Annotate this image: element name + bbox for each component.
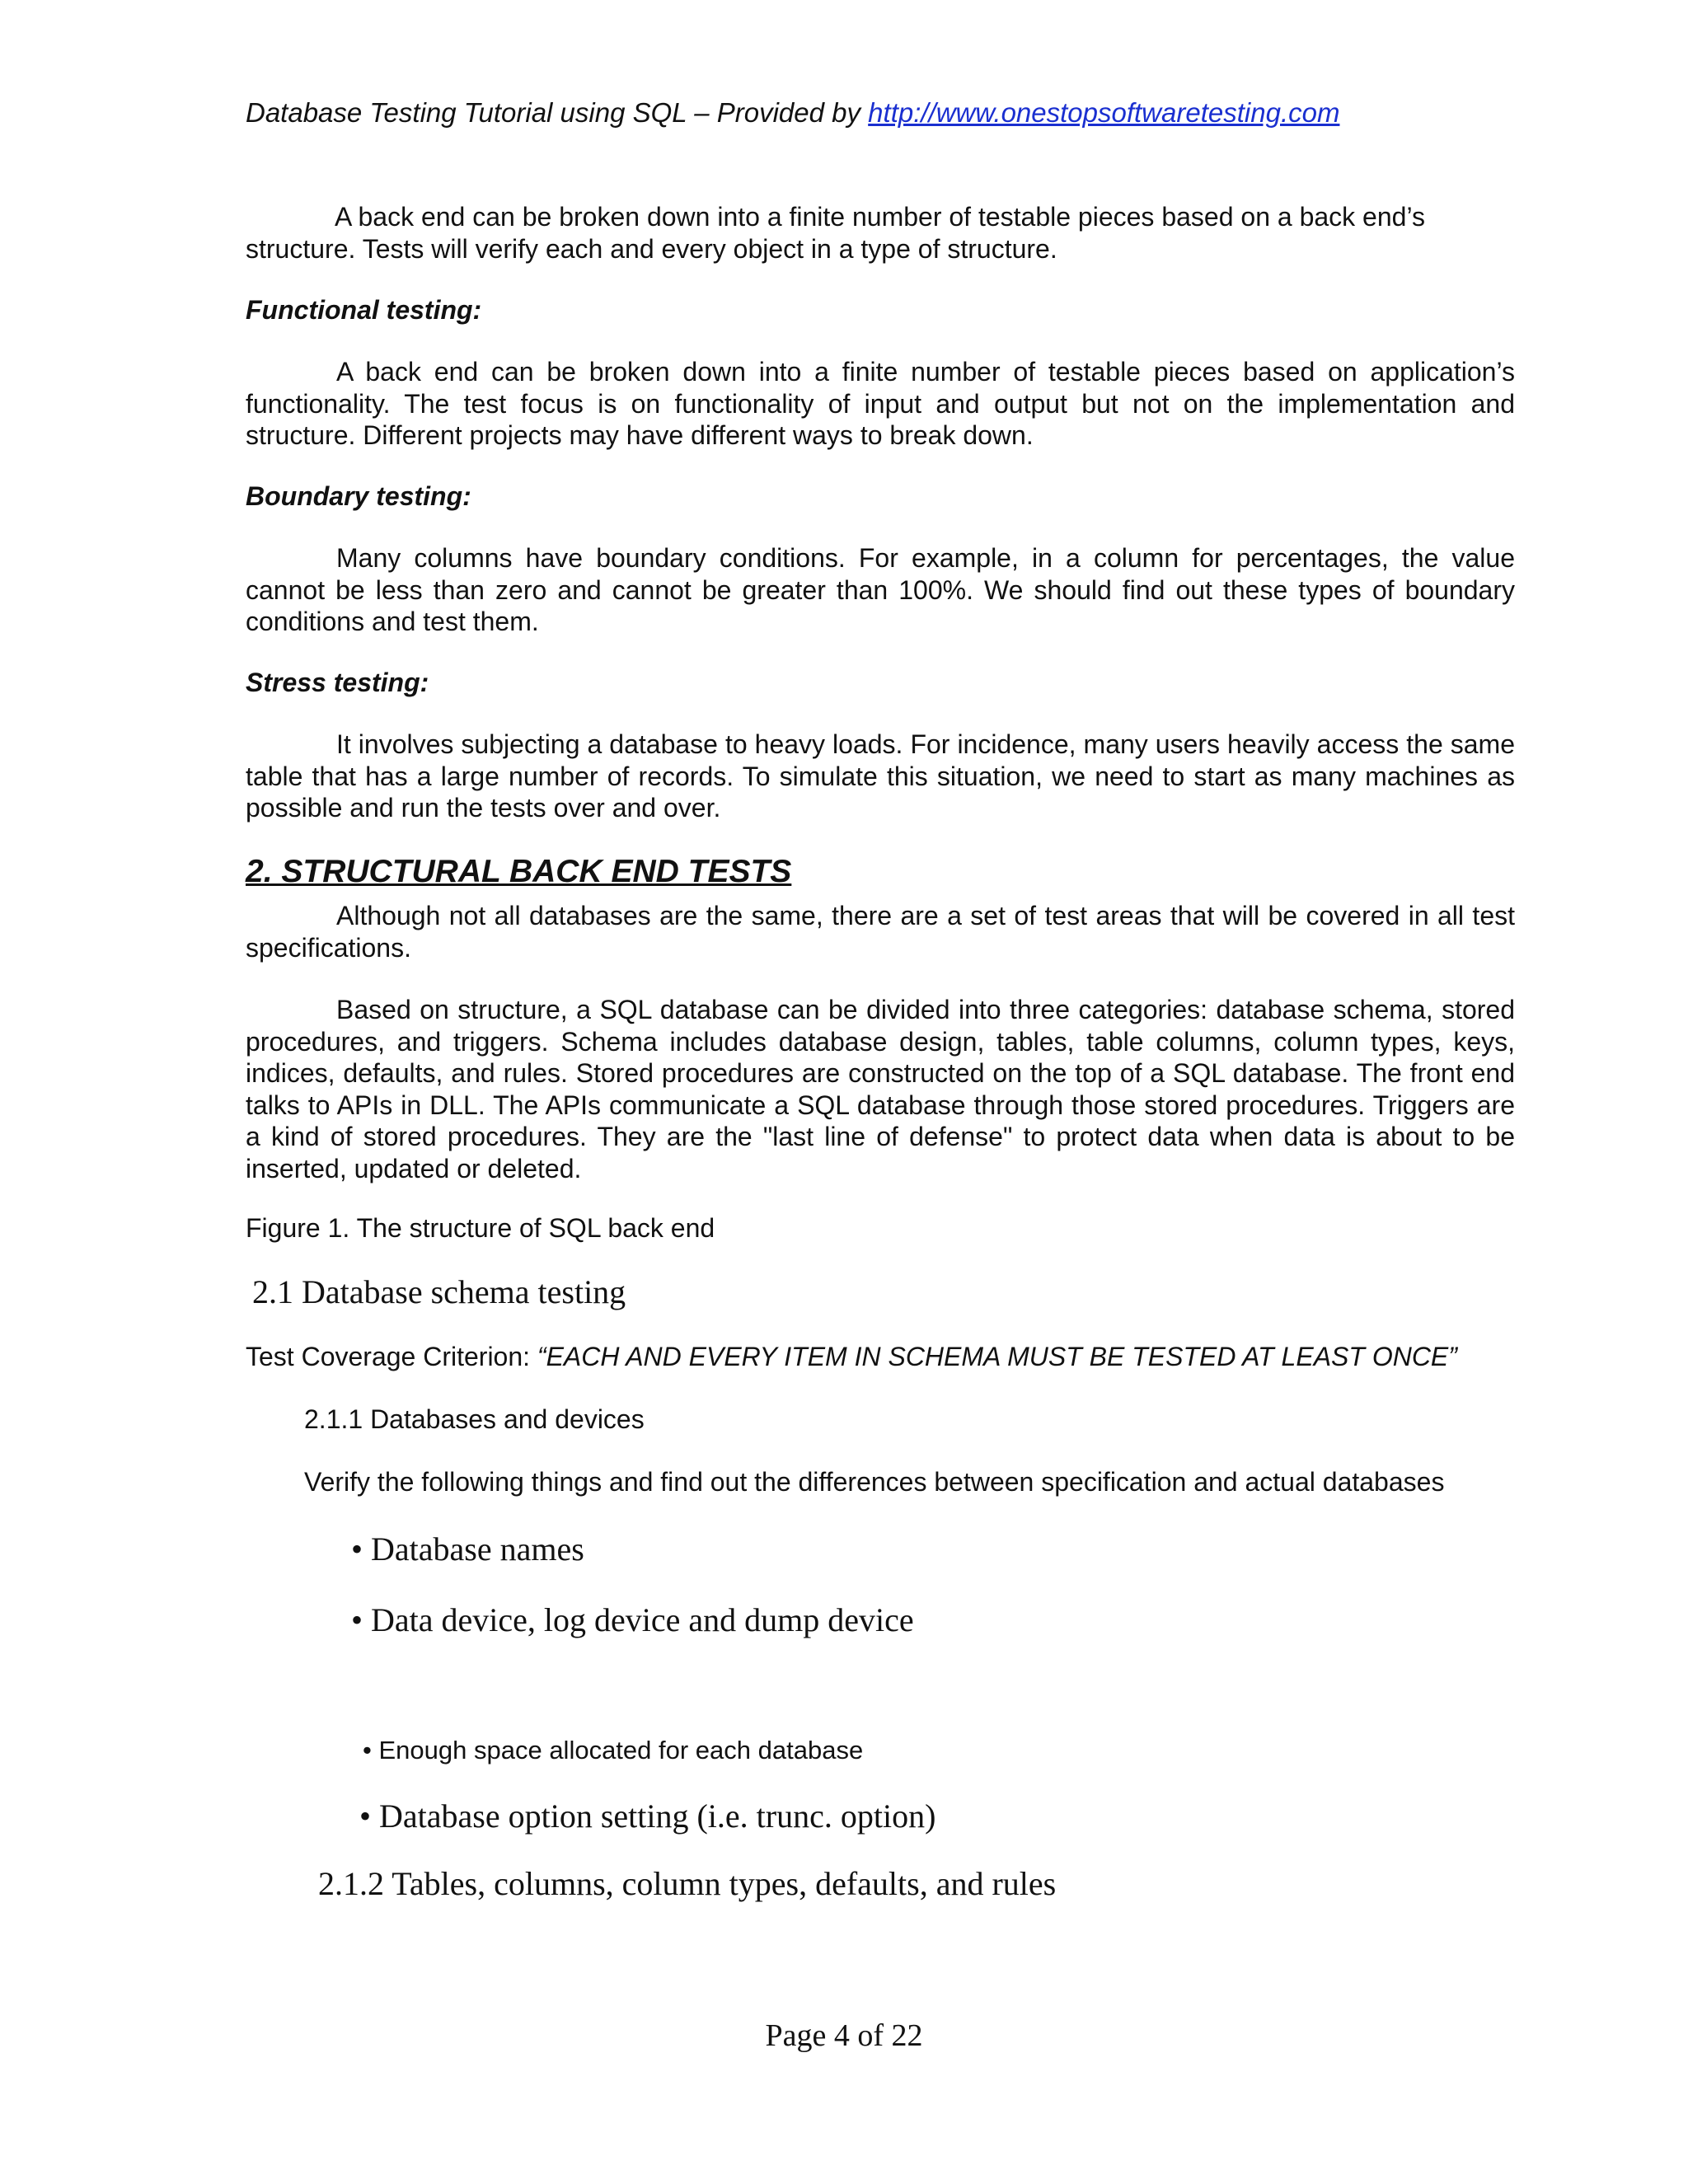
section-title: 2. STRUCTURAL BACK END TESTS [246,854,792,889]
stress-testing-heading: Stress testing: [246,668,429,697]
bullet-icon: • [363,1736,372,1765]
stress-testing-paragraph: It involves subjecting a database to heavy loads. For incidence, many users heavily access the same table that has a large number of records. To simulate this situation, we need to start as many machines as possible and run the tests over and over. [246,729,1515,823]
coverage-criterion [246,1342,1457,1372]
list-item-text: Data device, log device and dump device [371,1601,914,1638]
boundary-testing-heading: Boundary testing: [246,481,471,511]
list-item-text: Enough space allocated for each database [378,1736,864,1765]
page-footer: Page 4 of 22 [765,2018,923,2053]
figure-caption: Figure 1. The structure of SQL back end [246,1213,715,1243]
list-item [351,1530,584,1568]
verify-instruction: Verify the following things and find out the differences between specification and actual databases [304,1467,1445,1497]
intro-paragraph: A back end can be broken down into a finite number of testable pieces based on a back end’s structure. Tests will verify each and every object in a type of structure. [246,202,1425,264]
list-item [351,1601,914,1639]
section-paragraph-2: Based on structure, a SQL database can be divided into three categories: database schema, stored procedures, and triggers. Schema includes database design, tables, table columns, column types, keys, indices, defaults, and rules. Stored procedures are constructed on the top of a SQL database. The front end talks to APIs in DLL. The APIs communicate a SQL database through those stored procedures. Triggers are a kind of stored procedures. They are the "last line of defense" to protect data when data is about to be inserted, updated or deleted. [246,995,1515,1183]
bullet-icon: • [351,1601,363,1638]
criterion-label: Test Coverage Criterion: [246,1342,537,1371]
functional-testing-paragraph: A back end can be broken down into a finite number of testable pieces based on application’s functionality. The test focus is on functionality of input and output but not on the implementation and structure. Different projects may have different ways to break down. [246,357,1515,450]
header-link[interactable]: http://www.onestopsoftwaretesting.com [868,97,1340,128]
list-item-text: Database option setting (i.e. trunc. option) [379,1797,936,1835]
subsection-2-1-1: 2.1.1 Databases and devices [304,1404,645,1434]
criterion-text: “EACH AND EVERY ITEM IN SCHEMA MUST BE TESTED AT LEAST ONCE” [537,1342,1457,1371]
bullet-icon: • [359,1797,372,1835]
list-item-text: Database names [371,1530,584,1568]
list-item [363,1736,863,1765]
functional-testing-heading: Functional testing: [246,295,482,325]
subsection-2-1-2: 2.1.2 Tables, columns, column types, defaults, and rules [318,1865,1057,1902]
subsection-title: 2.1 Database schema testing [252,1273,626,1310]
page-header [246,97,1339,129]
list-item [359,1797,935,1835]
bullet-icon: • [351,1530,363,1568]
section-paragraph-1: Although not all databases are the same, there are a set of test areas that will be covered in all test specifications. [246,901,1515,963]
boundary-testing-paragraph: Many columns have boundary conditions. For example, in a column for percentages, the value cannot be less than zero and cannot be greater than 100%. We should find out these types of boundary conditions and test them. [246,543,1515,636]
header-text: Database Testing Tutorial using SQL – Provided by [246,97,869,128]
